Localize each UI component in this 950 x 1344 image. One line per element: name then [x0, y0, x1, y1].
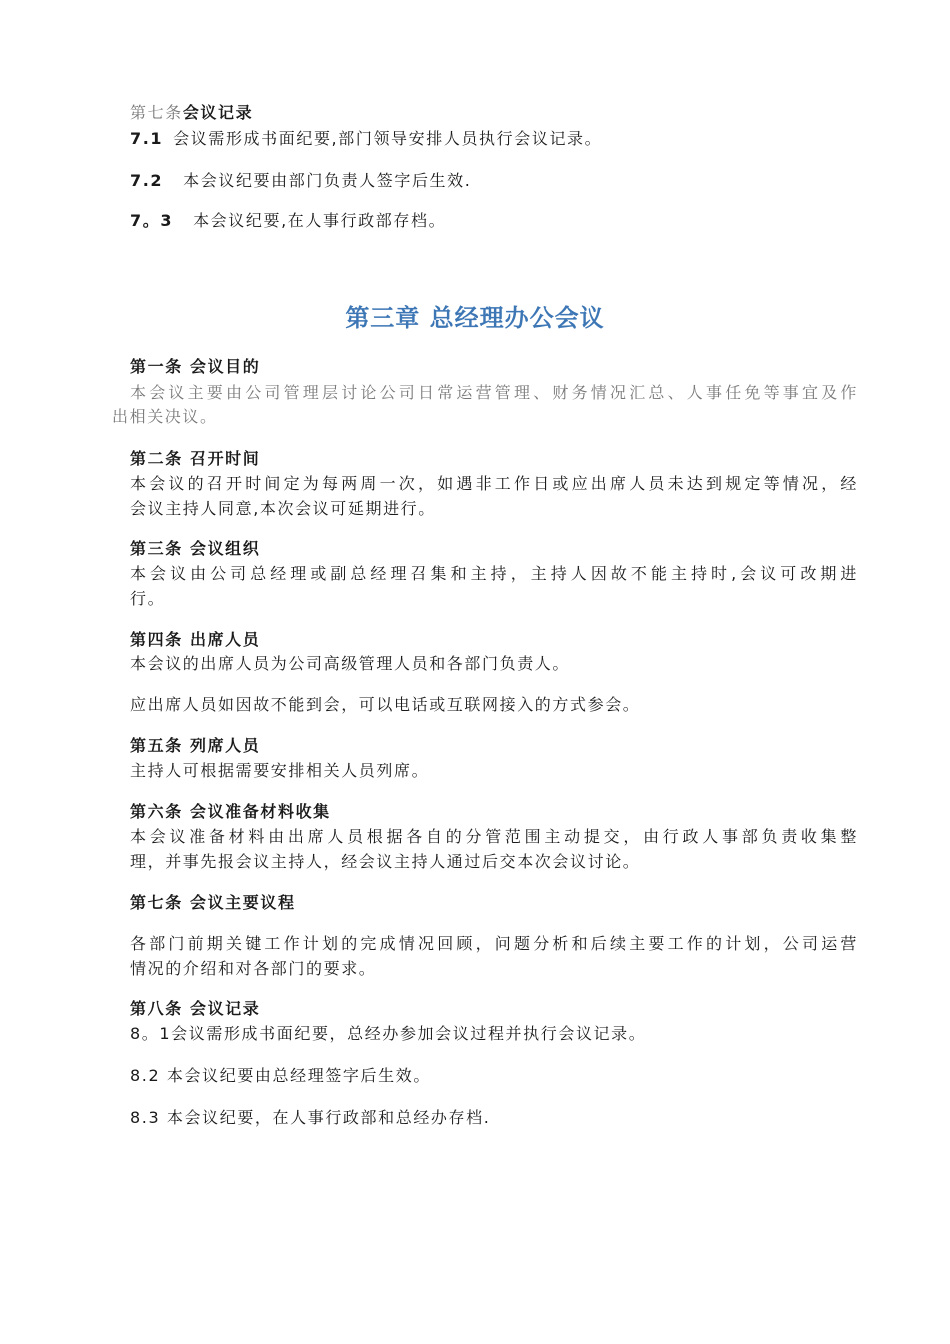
article-5-title: 第五条 列席人员 — [130, 736, 261, 755]
article-8-title: 第八条 会议记录 — [130, 999, 261, 1018]
item-7-1-number: 7.1 — [130, 129, 164, 148]
item-7-3-text: 本会议纪要,在人事行政部存档。 — [193, 211, 447, 230]
article-3-title: 第三条 会议组织 — [130, 539, 261, 558]
article-7b-line-2: 情况的介绍和对各部门的要求。 — [130, 959, 377, 978]
article-6-title: 第六条 会议准备材料收集 — [130, 802, 331, 821]
article-2-line-2: 会议主持人同意,本次会议可延期进行。 — [130, 499, 436, 518]
article-3-line-2: 行。 — [130, 589, 166, 608]
article-7b-line-1: 各部门前期关键工作计划的完成情况回顾，问题分析和后续主要工作的计划，公司运营 — [130, 934, 858, 953]
article-4-line-1: 本会议的出席人员为公司高级管理人员和各部门负责人。 — [130, 654, 571, 673]
article-8-line-3: 8.3 本会议纪要，在人事行政部和总经办存档. — [130, 1108, 491, 1127]
item-7-3-number: 7。3 — [130, 211, 174, 230]
item-7-2 — [130, 170, 471, 192]
item-7-3 — [130, 210, 446, 232]
chapter-title: 第三章 总经理办公会议 — [345, 304, 605, 332]
article-2-line-1: 本会议的召开时间定为每两周一次，如遇非工作日或应出席人员未达到规定等情况，经 — [130, 474, 858, 493]
article-1-line-2: 出相关决议。 — [112, 407, 218, 426]
article-3-line-1: 本会议由公司总经理或副总经理召集和主持，主持人因故不能主持时,会议可改期进 — [130, 564, 858, 583]
article-7-title: 会议记录 — [182, 103, 254, 122]
item-7-2-text: 本会议纪要由部门负责人签字后生效. — [183, 171, 472, 190]
article-8-line-2: 8.2 本会议纪要由总经理签字后生效。 — [130, 1066, 431, 1085]
article-4-title: 第四条 出席人员 — [130, 630, 261, 649]
article-1-title: 第一条 会议目的 — [130, 357, 261, 376]
item-7-2-number: 7.2 — [130, 171, 164, 190]
article-7-heading — [130, 102, 253, 124]
article-2-title: 第二条 召开时间 — [130, 449, 261, 468]
article-1-line-1: 本会议主要由公司管理层讨论公司日常运营管理、财务情况汇总、人事任免等事宜及作 — [130, 383, 858, 402]
item-7-1 — [130, 128, 602, 150]
article-5-line-1: 主持人可根据需要安排相关人员列席。 — [130, 761, 430, 780]
article-8-line-1: 8。1会议需形成书面纪要，总经办参加会议过程并执行会议记录。 — [130, 1024, 647, 1043]
article-4-line-2: 应出席人员如因故不能到会，可以电话或互联网接入的方式参会。 — [130, 695, 641, 714]
article-6-line-1: 本会议准备材料由出席人员根据各自的分管范围主动提交，由行政人事部负责收集整 — [130, 827, 858, 846]
item-7-1-text: 会议需形成书面纪要,部门领导安排人员执行会议记录。 — [173, 129, 603, 148]
article-6-line-2: 理，并事先报会议主持人，经会议主持人通过后交本次会议讨论。 — [130, 852, 641, 871]
article-7b-title: 第七条 会议主要议程 — [130, 893, 296, 912]
article-7-number: 第七条 — [130, 103, 183, 122]
